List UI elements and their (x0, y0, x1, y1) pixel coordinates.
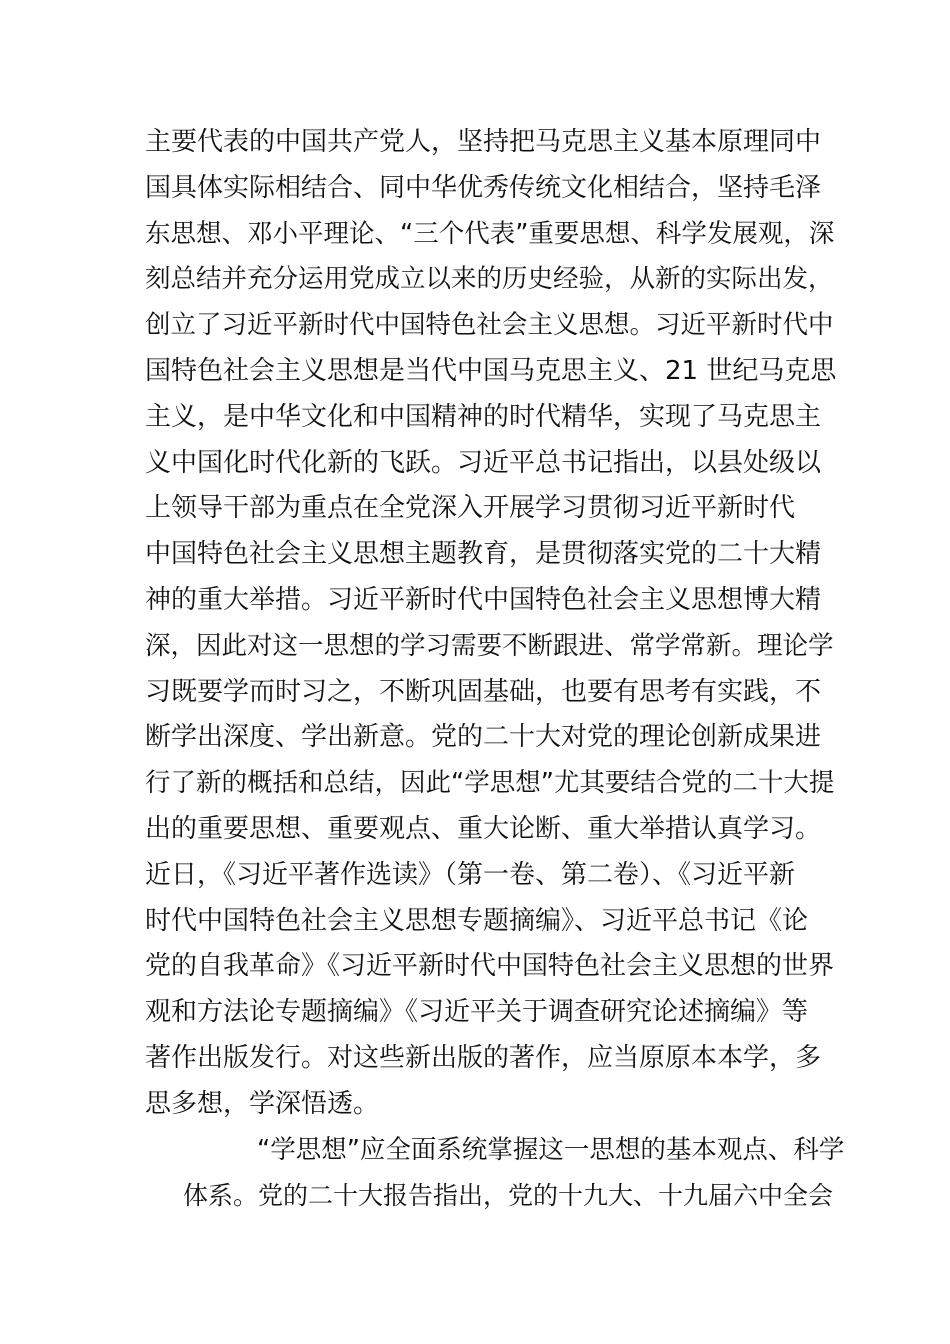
text-line: 深，因此对这一思想的学习需要不断跟进、常学常新。理论学 (145, 630, 834, 661)
text-line: 主义，是中华文化和中国精神的时代精华，实现了马克思主 (145, 401, 822, 432)
text-line: 国特色社会主义思想是当代中国马克思主义、21 世纪马克思 (145, 355, 837, 386)
text-line: 中国特色社会主义思想主题教育，是贯彻落实党的二十大精 (145, 539, 822, 570)
text-line: 时代中国特色社会主义思想专题摘编》、习近平总书记《论 (145, 905, 809, 936)
text-line: 党的自我革命》《习近平新时代中国特色社会主义思想的世界 (145, 951, 835, 982)
text-line: 刻总结并充分运用党成立以来的历史经验，从新的实际出发， (145, 264, 834, 295)
text-line: 上领导干部为重点在全党深入开展学习贯彻习近平新时代 (145, 493, 796, 524)
text-line: 著作出版发行。对这些新出版的著作，应当原原本本学，多 (145, 1042, 822, 1073)
text-line: 近日，《习近平著作选读》（第一卷、第二卷）、《习近平新 (145, 859, 796, 890)
text-line: 出的重要思想、重要观点、重大论断、重大举措认真学习。 (145, 813, 822, 844)
text-line: 体系。党的二十大报告指出，党的十九大、十九届六中全会 (183, 1181, 834, 1211)
text-line: 行了新的概括和总结，因此“学思想”尤其要结合党的二十大提 (145, 768, 835, 799)
text-line: 思多想，学深悟透。 (145, 1088, 380, 1119)
body-text (145, 120, 845, 1219)
text-line: 观和方法论专题摘编》《习近平关于调查研究论述摘编》等 (145, 997, 809, 1028)
paragraph-start-line: “学思想”应全面系统掌握这一思想的基本观点、科学 (257, 1134, 845, 1165)
text-line: 习既要学而时习之，不断巩固基础，也要有思考有实践，不 (145, 676, 822, 707)
text-line: 神的重大举措。习近平新时代中国特色社会主义思想博大精 (145, 584, 822, 615)
text-line: 创立了习近平新时代中国特色社会主义思想。习近平新时代中 (145, 310, 834, 341)
text-line: 国具体实际相结合、同中华优秀传统文化相结合，坚持毛泽 (145, 172, 822, 203)
text-line: 东思想、邓小平理论、“三个代表”重要思想、科学发展观，深 (145, 218, 835, 249)
text-line: 主要代表的中国共产党人，坚持把马克思主义基本原理同中 (145, 127, 822, 157)
text-line: 断学出深度、学出新意。党的二十大对党的理论创新成果进 (145, 722, 822, 753)
text-line: 义中国化时代化新的飞跃。习近平总书记指出，以县处级以 (145, 447, 822, 478)
